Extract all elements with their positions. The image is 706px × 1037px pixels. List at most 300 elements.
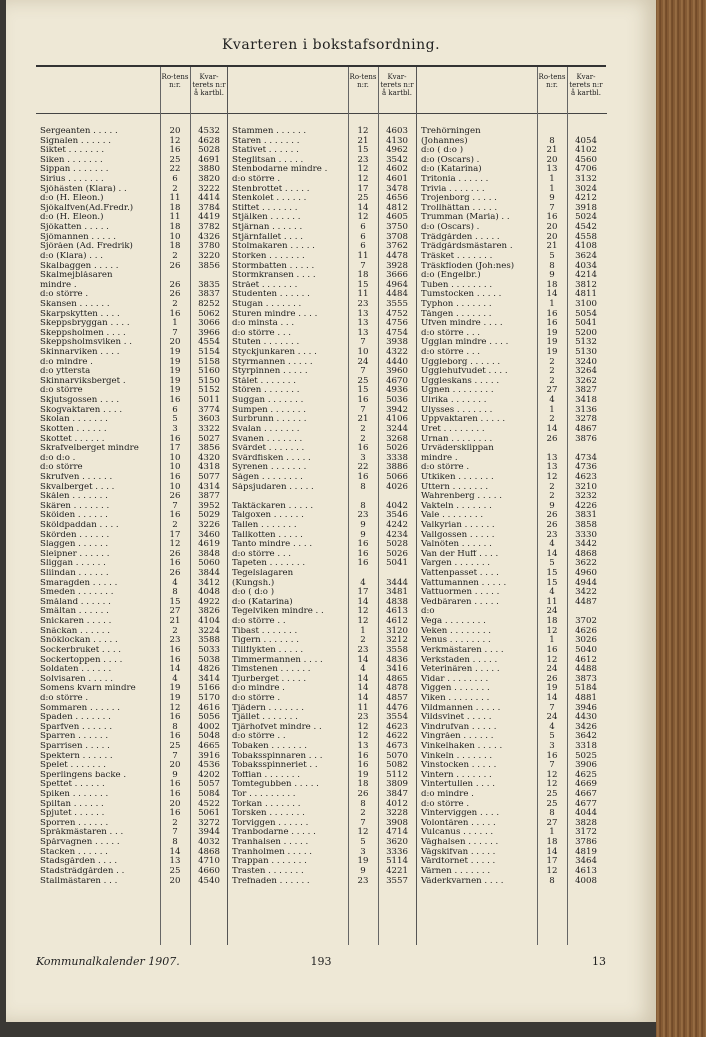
- block-map-number: 3938: [386, 337, 408, 348]
- ward-number: 4: [549, 721, 555, 732]
- ward-number: 10: [169, 481, 181, 492]
- block-name: Tillflykten . . . . .: [232, 645, 304, 655]
- ward-number: 16: [169, 808, 181, 819]
- block-name: Solvisaren . . . . .: [40, 674, 113, 684]
- block-name: Stacken . . . . . .: [40, 847, 108, 857]
- block-name: Styckjunkaren . . . .: [232, 348, 317, 358]
- block-name: Wahrenberg . . . . .: [421, 492, 502, 502]
- block-name: Skogvaktaren . . . .: [40, 405, 123, 415]
- ward-number: 16: [357, 750, 369, 761]
- block-map-number: 4322: [386, 347, 408, 358]
- ward-number: 14: [357, 654, 369, 665]
- block-name: Urnan . . . . . . . .: [421, 434, 493, 444]
- block-name: Ufven mindre . . . .: [421, 319, 503, 329]
- ward-number: 16: [169, 510, 181, 521]
- block-map-number: 3464: [575, 856, 597, 867]
- ward-number: 14: [357, 596, 369, 607]
- block-map-number: 3318: [575, 741, 597, 751]
- block-map-number: 3774: [198, 404, 220, 415]
- block-map-number: 4836: [386, 654, 408, 665]
- ward-number: 8: [360, 500, 366, 511]
- block-map-number: 3244: [386, 423, 408, 434]
- block-map-number: 3426: [575, 721, 597, 732]
- ward-number: 23: [357, 644, 369, 655]
- block-map-number: 3886: [386, 462, 408, 473]
- block-map-number: 3228: [386, 808, 408, 819]
- block-name: d:o större: [40, 463, 83, 473]
- block-map-number: 4669: [575, 779, 597, 790]
- block-name: Toffian . . . . . . .: [232, 770, 300, 780]
- ward-number: 11: [357, 250, 369, 261]
- ward-number: 19: [546, 683, 558, 694]
- block-name: Stativet . . . . . .: [232, 146, 299, 156]
- ward-number: 1: [549, 298, 555, 309]
- ward-number: 13: [169, 856, 181, 867]
- ward-number: 12: [357, 606, 369, 617]
- block-name: Tobaken . . . . . . .: [232, 742, 307, 751]
- block-map-number: 3848: [198, 548, 220, 559]
- block-name: Torviggen . . . . . .: [232, 818, 309, 828]
- ward-number: 25: [357, 375, 369, 386]
- block-map-number: 5062: [198, 308, 220, 319]
- block-name: Ulysses . . . . . . .: [421, 405, 493, 415]
- block-name: Stenbrottet . . . . .: [232, 184, 310, 194]
- ward-number: 2: [549, 481, 555, 492]
- ward-number: 12: [169, 539, 181, 550]
- ward-number: 2: [360, 423, 366, 434]
- ward-number: 16: [357, 471, 369, 482]
- ward-number: 4: [549, 587, 555, 598]
- block-map-number: 3224: [198, 625, 220, 636]
- block-map-number: 3322: [198, 423, 220, 434]
- block-map-number: 4419: [198, 212, 220, 223]
- block-map-number: 4612: [386, 616, 408, 627]
- block-name: Sliggan . . . . . .: [40, 559, 106, 569]
- block-name: Tigern . . . . . . .: [232, 636, 299, 646]
- ward-number: 25: [169, 154, 181, 165]
- ward-number: 25: [546, 798, 558, 809]
- ward-number: 26: [357, 789, 369, 800]
- block-map-number: 4042: [386, 500, 408, 511]
- block-name: Syrenen . . . . . . .: [232, 463, 307, 473]
- ward-number: 16: [357, 558, 369, 569]
- block-name: d:o mindre .: [232, 684, 285, 694]
- block-map-number: 4202: [198, 769, 220, 780]
- table-row: [36, 262, 227, 272]
- block-map-number: 4540: [198, 875, 220, 886]
- ward-number: 2: [549, 366, 555, 377]
- block-map-number: 4054: [575, 135, 597, 146]
- block-name: d:o (Engelbr.): [421, 271, 481, 281]
- block-name: d:o större .: [40, 290, 89, 300]
- block-name: Stuten . . . . . . .: [232, 338, 300, 348]
- block-name: Språkmästaren . . .: [40, 828, 124, 838]
- block-map-number: 3555: [386, 298, 408, 309]
- ward-number: 12: [357, 827, 369, 838]
- block-map-number: 4623: [575, 471, 597, 482]
- ward-number: 19: [169, 375, 181, 386]
- block-name: Svärdfisken . . . . .: [232, 453, 311, 463]
- block-map-number: 5038: [198, 654, 220, 665]
- block-name: Tången . . . . . . .: [421, 309, 492, 319]
- block-map-number: 4560: [575, 154, 597, 165]
- block-map-number: 4838: [386, 596, 408, 607]
- block-name: Tobaksspinnaren . . .: [232, 751, 323, 761]
- ward-number: 15: [169, 596, 181, 607]
- block-map-number: 3066: [198, 318, 220, 329]
- ward-number: 5: [360, 837, 366, 848]
- block-name: Veken . . . . . . . .: [421, 626, 492, 636]
- ward-number: 19: [169, 347, 181, 358]
- ward-number: 7: [360, 817, 366, 828]
- block-map-number: 5170: [198, 692, 220, 703]
- block-map-number: 3212: [386, 635, 408, 646]
- block-name: Skinnarviken . . . .: [40, 348, 120, 358]
- ward-number: 7: [549, 202, 555, 213]
- block-name: Stenkolet . . . . . .: [232, 194, 307, 204]
- ward-number: 25: [546, 789, 558, 800]
- block-map-number: 3960: [386, 366, 408, 377]
- ward-number: 13: [357, 741, 369, 751]
- block-map-number: 4667: [575, 789, 597, 800]
- block-name: Skalbaggen . . . . .: [40, 261, 119, 271]
- block-map-number: 4819: [575, 846, 597, 857]
- block-name: Tjärhofvet mindre . .: [232, 722, 322, 732]
- block-map-number: 4542: [575, 222, 597, 233]
- block-name: d:o större .: [421, 463, 470, 473]
- block-map-number: 4868: [198, 846, 220, 857]
- block-name: Skalmejblåsaren: [40, 271, 113, 281]
- block-map-number: 3782: [198, 222, 220, 233]
- ward-number: 9: [549, 500, 555, 511]
- block-map-number: 4964: [386, 279, 408, 290]
- block-map-number: 3666: [386, 270, 408, 281]
- block-map-number: 3418: [575, 395, 597, 406]
- block-name: Sirius . . . . . . .: [40, 175, 104, 185]
- page-footer: [36, 955, 606, 973]
- ward-number: 26: [169, 260, 181, 271]
- block-name: Tjället . . . . . . .: [232, 713, 298, 723]
- ward-number: 27: [546, 817, 558, 828]
- block-map-number: 5024: [575, 212, 597, 223]
- block-map-number: 3750: [386, 222, 408, 233]
- ward-number: 19: [546, 327, 558, 338]
- ward-number: 16: [169, 433, 181, 444]
- block-name: Storken . . . . . . .: [232, 251, 305, 261]
- block-map-number: 5130: [575, 347, 597, 358]
- block-map-number: 3262: [575, 375, 597, 386]
- block-map-number: 4108: [575, 241, 597, 252]
- block-name: d:o större . . .: [232, 549, 292, 559]
- block-name: Spektern . . . . . .: [40, 751, 113, 761]
- block-map-number: 3222: [198, 183, 220, 194]
- ward-number: 17: [546, 856, 558, 867]
- block-name: Tjädern . . . . . . .: [232, 703, 304, 713]
- ward-number: 23: [546, 529, 558, 540]
- ward-number: 7: [360, 366, 366, 377]
- ward-number: 9: [360, 865, 366, 876]
- block-name: Vårdtornet . . . . .: [421, 857, 496, 867]
- block-map-number: 4868: [575, 548, 597, 559]
- block-map-number: 3232: [575, 491, 597, 502]
- ward-number: 2: [549, 414, 555, 425]
- block-name: Vingråen . . . . . .: [421, 732, 494, 742]
- block-name: Verkstaden . . . . .: [421, 655, 498, 665]
- block-name: Tjurberget . . . . .: [232, 674, 307, 684]
- block-name: Tomtegubben . . . . .: [232, 780, 319, 790]
- ward-number: 2: [360, 635, 366, 646]
- block-name: d:o större . . .: [421, 348, 481, 358]
- block-map-number: 5166: [198, 683, 220, 694]
- block-name: Talgoxen . . . . . .: [232, 511, 304, 521]
- block-map-number: 5041: [575, 318, 597, 329]
- block-name: Sturen mindre . . . .: [232, 309, 318, 319]
- block-map-number: 4710: [198, 856, 220, 867]
- block-name: Skottet . . . . . .: [40, 434, 105, 444]
- ward-number: 12: [546, 471, 558, 482]
- block-map-number: 5077: [198, 471, 220, 482]
- block-name: Ulrika . . . . . . .: [421, 396, 487, 406]
- ward-number: 4: [172, 673, 178, 684]
- ward-number: 21: [357, 135, 369, 146]
- block-name: Urvädersklippan: [421, 444, 494, 454]
- block-name: Uppvaktaren . . . . .: [421, 415, 506, 425]
- ward-number: 4: [360, 664, 366, 675]
- block-map-number: 3414: [198, 673, 220, 684]
- block-name: Vinkelhaken . . . . .: [421, 742, 503, 751]
- block-map-number: 3827: [575, 385, 597, 396]
- ward-number: 3: [360, 452, 366, 463]
- block-map-number: 3702: [575, 616, 597, 627]
- ward-number: 17: [357, 183, 369, 194]
- block-name: Spettet . . . . . .: [40, 780, 105, 790]
- ward-number: 12: [357, 721, 369, 732]
- ward-number: 12: [357, 616, 369, 627]
- ward-number: 13: [357, 308, 369, 319]
- block-map-number: 4812: [386, 202, 408, 213]
- block-name: Vedbäraren . . . . .: [421, 597, 499, 607]
- block-map-number: 4008: [575, 875, 597, 886]
- block-name: Tranbodarne . . . . .: [232, 828, 316, 838]
- block-name: Somens kvarn mindre: [40, 684, 136, 694]
- block-name: d:o större .: [40, 693, 89, 703]
- block-name: Trasten . . . . . . .: [232, 866, 304, 876]
- block-map-number: 4878: [386, 683, 408, 694]
- ward-number: 23: [169, 635, 181, 646]
- ward-number: 9: [360, 529, 366, 540]
- ward-number: 18: [357, 270, 369, 281]
- ward-number: 12: [546, 779, 558, 790]
- ward-number: 1: [549, 404, 555, 415]
- block-map-number: 3877: [198, 491, 220, 502]
- block-map-number: 4754: [386, 327, 408, 338]
- block-map-number: 4613: [575, 865, 597, 876]
- block-name: Stammen . . . . . .: [232, 127, 307, 136]
- block-name: Sperlingens backe .: [40, 770, 127, 780]
- ward-number: 16: [169, 308, 181, 319]
- ward-number: 16: [357, 539, 369, 550]
- block-map-number: 4625: [575, 769, 597, 780]
- ward-number: 24: [546, 664, 558, 675]
- block-name: Sumpen . . . . . . .: [232, 405, 306, 415]
- block-name: Såpsjudaren . . . . .: [232, 482, 314, 492]
- ward-number: 14: [546, 423, 558, 434]
- block-map-number: 5041: [386, 558, 408, 569]
- block-name: Tegelviken mindre . .: [232, 607, 324, 617]
- block-map-number: 4962: [386, 145, 408, 156]
- block-name: Volontären . . . . .: [421, 818, 496, 828]
- block-map-number: 4734: [575, 452, 597, 463]
- block-name: Skarpskytten . . . .: [40, 309, 120, 319]
- ward-number: 17: [169, 529, 181, 540]
- block-map-number: 3908: [386, 817, 408, 828]
- book-edge: [656, 0, 706, 1037]
- block-map-number: 3264: [575, 366, 597, 377]
- header-kvarterets: Kvar-terets n:r å kartbl.: [380, 73, 414, 97]
- ward-number: 23: [357, 875, 369, 886]
- ward-number: 15: [357, 279, 369, 290]
- block-map-number: 4212: [575, 193, 597, 204]
- ward-number: 11: [169, 193, 181, 204]
- ward-number: 22: [357, 462, 369, 473]
- ward-number: 7: [360, 404, 366, 415]
- block-map-number: 4130: [386, 135, 408, 146]
- block-name: Sjöråen (Ad. Fredrik): [40, 242, 133, 252]
- ward-number: 20: [169, 875, 181, 886]
- block-map-number: 4532: [198, 126, 220, 136]
- block-name: Stolmakaren . . . . .: [232, 242, 315, 252]
- block-name: d:o större .: [232, 175, 281, 185]
- block-name: Tibast . . . . . . .: [232, 626, 298, 636]
- ward-number: 10: [169, 452, 181, 463]
- table-row: [417, 598, 607, 608]
- block-name: Svanen . . . . . . .: [232, 434, 303, 444]
- ward-number: 17: [169, 443, 181, 454]
- ward-number: 5: [172, 414, 178, 425]
- ward-number: 20: [169, 126, 181, 136]
- block-map-number: 3858: [575, 519, 597, 530]
- block-name: Signalen . . . . . .: [40, 136, 111, 146]
- block-map-number: 4811: [575, 289, 597, 300]
- block-name: Svärdet . . . . . . .: [232, 444, 305, 454]
- block-map-number: 4628: [198, 135, 220, 146]
- ward-number: 6: [172, 174, 178, 185]
- ward-number: 19: [546, 337, 558, 348]
- block-map-number: 4106: [386, 414, 408, 425]
- block-map-number: 4881: [575, 692, 597, 703]
- ward-number: 16: [169, 644, 181, 655]
- ward-number: 17: [357, 587, 369, 598]
- row-list: [417, 127, 607, 886]
- block-name: (Johannes): [421, 136, 468, 146]
- block-name: Vinterviggen . . . .: [421, 809, 500, 819]
- table-row: [228, 877, 417, 887]
- column-header: [228, 67, 417, 114]
- ward-number: 13: [546, 164, 558, 175]
- ward-number: 12: [546, 654, 558, 665]
- ward-number: 16: [357, 548, 369, 559]
- block-map-number: 4670: [386, 375, 408, 386]
- ward-number: 18: [169, 202, 181, 213]
- ward-number: 7: [172, 327, 178, 338]
- block-name: Skjutsgossen . . . .: [40, 396, 120, 406]
- ward-number: 11: [546, 596, 558, 607]
- ward-number: 7: [360, 260, 366, 271]
- ward-number: 19: [169, 356, 181, 367]
- block-name: d:o (Oscars) .: [421, 223, 480, 233]
- block-name: Siken . . . . . . .: [40, 155, 103, 165]
- block-map-number: 4922: [198, 596, 220, 607]
- block-name: Stjärnan . . . . . .: [232, 223, 303, 233]
- ward-number: 23: [357, 154, 369, 165]
- block-map-number: 4414: [198, 193, 220, 204]
- block-name: Trumman (Maria) . .: [421, 213, 510, 223]
- ward-number: 7: [172, 750, 178, 761]
- block-name: Siktet . . . . . . .: [40, 146, 105, 156]
- block-name: Surbrunn . . . . . .: [232, 415, 307, 425]
- book-page: [6, 0, 656, 1022]
- block-map-number: 3880: [198, 164, 220, 175]
- ward-number: 12: [357, 126, 369, 136]
- block-name: Sergeanten . . . . .: [40, 127, 118, 136]
- ward-number: 10: [169, 462, 181, 473]
- ward-number: 12: [546, 865, 558, 876]
- block-map-number: 3928: [386, 260, 408, 271]
- block-map-number: 4826: [198, 664, 220, 675]
- block-name: Vindrufvan . . . . .: [421, 722, 497, 732]
- block-map-number: 5158: [198, 356, 220, 367]
- block-map-number: 3210: [575, 481, 597, 492]
- block-map-number: 5132: [575, 337, 597, 348]
- block-map-number: 3708: [386, 231, 408, 242]
- block-name: Suggan . . . . . . .: [232, 396, 304, 406]
- block-map-number: 3120: [386, 625, 408, 636]
- block-name: d:o större . .: [232, 732, 286, 742]
- ward-number: 14: [357, 683, 369, 694]
- block-name: Vale . . . . . . . .: [421, 511, 484, 521]
- ward-number: 16: [169, 712, 181, 723]
- block-map-number: 4603: [386, 126, 408, 136]
- block-name: Uret . . . . . . . .: [421, 424, 485, 434]
- block-name: d:o större . . .: [421, 328, 481, 338]
- block-name: Skolan . . . . . . .: [40, 415, 108, 425]
- ward-number: 5: [549, 250, 555, 261]
- block-name: Uggleskans . . . . .: [421, 376, 500, 386]
- block-map-number: 4623: [386, 721, 408, 732]
- block-name: Strået . . . . . . .: [232, 280, 298, 290]
- block-name: Sliindan . . . . . .: [40, 569, 109, 579]
- block-name: Smeden . . . . . . .: [40, 588, 114, 598]
- block-map-number: 3136: [575, 404, 597, 415]
- block-map-number: 4234: [386, 529, 408, 540]
- block-map-number: 3620: [386, 837, 408, 848]
- block-map-number: 5033: [198, 644, 220, 655]
- ward-number: 16: [169, 145, 181, 156]
- ward-number: 2: [172, 183, 178, 194]
- block-name: Vågskifvan . . . . .: [421, 847, 496, 857]
- block-map-number: 3478: [386, 183, 408, 194]
- block-name: Skrufven . . . . . .: [40, 472, 113, 482]
- block-map-number: 3906: [575, 760, 597, 771]
- block-map-number: 5200: [575, 327, 597, 338]
- block-name: Sköldpaddan . . . .: [40, 520, 119, 530]
- block-name: d:o större .: [421, 799, 470, 809]
- ward-number: 8: [360, 798, 366, 809]
- block-map-number: 3330: [575, 529, 597, 540]
- ward-number: 26: [546, 673, 558, 684]
- header-kvarterets: Kvar-terets n:r å kartbl.: [569, 73, 603, 97]
- block-name: Tranhalsen . . . . .: [232, 838, 309, 848]
